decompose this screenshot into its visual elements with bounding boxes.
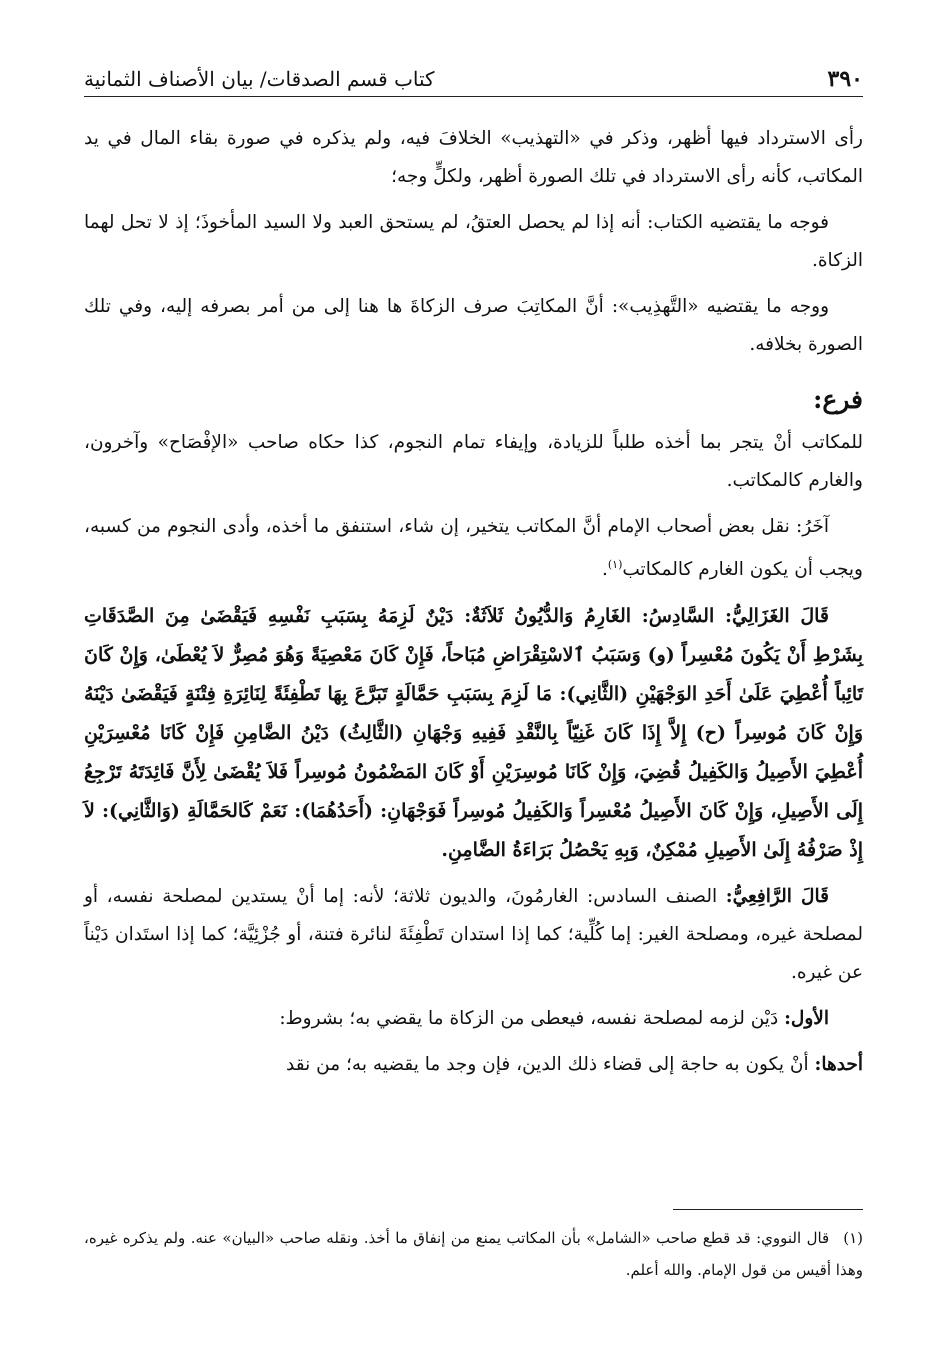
branch-paragraph-2: آخَرُ: نقل بعض أصحاب الإمام أنَّ المكاتب يتخير، إن شاء، استنفق ما أخذه، وأدى النجوم من كسبه، ويجب أن يكون الغارم كالمكاتب$^{(١)}$.	[84, 516, 863, 581]
rafii-text: الصنف السادس: الغارمُونَ، والديون ثلاثة؛ لأنه: إما أنْ يستدين لمصلحة نفسه، أو لمصلحة غيره، ومصلحة الغير: إما كُلِّية؛ كما إذا استدان تَطْفِئَةَ لنائرة فتنة، أو جُزْئِيَّة؛ كما إذا استَدان دَيْناً عن غيره.	[84, 886, 863, 984]
page-header	[84, 62, 863, 97]
first-lead: الأول:	[784, 1008, 829, 1030]
running-title: كتاب قسم الصدقات/ بيان الأصناف الثمانية	[84, 67, 435, 91]
paragraph-3: ووجه ما يقتضيه «التَّهذِيب»: أنَّ المكاتِبَ صرف الزكاةَ ها هنا إلى من أمر بصرفه إليه، وفي تلك الصورة بخلافه.	[84, 296, 863, 355]
branch-heading: فرع:	[813, 385, 863, 414]
footnote-text: قال النووي: قد قطع صاحب «الشامل» بأن المكاتب يمنع من إنفاق ما أخذ. ونقله صاحب «البيان» عنه. ولم يذكره غيره، وهذا أقيس من قول الإمام. والله أعلم.	[84, 1229, 863, 1279]
rafii-lead: قَالَ الرَّافِعِيُّ:	[725, 886, 829, 908]
branch-paragraph-1: للمكاتب أنْ يتجر بما أخذه طلباً للزيادة، وإيفاء تمام النجوم، كذا حكاه صاحب «الإفْصَاح» وآخرون، والغارم كالمكاتب.	[84, 432, 863, 491]
footnote-ref[interactable]: (١)	[607, 558, 623, 571]
branch-text: نقل بعض أصحاب الإمام أنَّ المكاتب يتخير، إن شاء، استنفق ما أخذه، وأدى النجوم من كسبه، ويجب أن يكون الغارم كالمكاتب	[84, 516, 863, 581]
page-number: ٣٩٠	[827, 66, 863, 92]
footnote-number: (١)	[843, 1229, 863, 1247]
branch-lead: آخَرُ:	[795, 516, 829, 537]
one-text: أنْ يكون به حاجة إلى قضاء ذلك الدين، فإن وجد ما يقضيه به؛ من نقد	[286, 1054, 809, 1076]
one-paragraph	[84, 1046, 863, 1084]
ghazali-paragraph	[84, 597, 863, 870]
ghazali-lead: قَالَ الغَزَالِيُّ:	[724, 605, 830, 628]
rafii-paragraph	[84, 878, 863, 992]
ghazali-text: السَّادِسُ: الغَارِمُ وَالدُّيُونُ ثَلاَثَةٌ: دَيْنٌ لَزِمَهُ بِسَبَبِ نَفْسِهِ فَيَقْضَىٰ مِنَ الصَّدَقَاتِ بِشَرْطِ أَنْ يَكُونَ مُعْسِراً (و) وَسَبَبُ ٱلاسْتِقْرَاضِ مُبَاحاً، فَإِنْ كَانَ مَعْصِيَةً وَهُوَ مُصِرٌّ لاَ يُعْطَىٰ، وَإِنْ كَانَ تَائِباً أُعْطِيَ عَلَىٰ أَحَدِ الوَجْهَيْنِ (الثَّانِي): مَا لَزِمَ بِسَبَبِ حَمَّالَةٍ تَبَرَّعَ بِهَا تَطْفِئَةً لِنَائِرَةِ فِتْنَةٍ فَيَقْضَىٰ دَيْنَهُ وَإِنْ كَانَ مُوسِراً (ح) إِلاَّ إِذَا كَانَ غَنِيّاً بِالنَّقْدِ فَفِيهِ وَجْهَانِ (الثَّالِثُ) دَيْنُ الضَّامِنِ فَإِنْ كَانَا مُعْسِرَيْنِ أُعْطِيَ الأَصِيلُ وَالكَفِيلُ قُضِيَ، وَإِنْ كَانَا مُوسِرَيْنِ أَوْ كَانَ المَضْمُونُ مُوسِراً فَلاَ يُقْضَىٰ لِأَنَّ فَائِدَتَهُ تَرْجِعُ إِلَى الأَصِيلِ، وَإِنْ كَانَ الأَصِيلُ مُعْسِراً وَالكَفِيلُ مُوسِراً فَوَجْهَانِ: (أَحَدُهُمَا): نَعَمْ كَالحَمَّالَةِ (وَالثَّانِي): لاَ إِذْ صَرْفُهُ إِلَىٰ الأَصِيلِ مُمْكِنٌ، وَبِهِ يَحْصُلُ بَرَاءَةُ الضَّامِنِ.	[84, 605, 863, 862]
first-text: دَيْن لزمه لمصلحة نفسه، فيعطى من الزكاة ما يقضي به؛ بشروط:	[279, 1008, 779, 1030]
paragraph-2: فوجه ما يقتضيه الكتاب: أنه إذا لم يحصل العتقُ، لم يستحق العبد ولا السيد المأخوذَ؛ إذ لا تحل لهما الزكاة.	[84, 212, 863, 271]
footnote-divider	[673, 1209, 863, 1210]
footnote	[84, 1222, 863, 1286]
first-paragraph	[84, 1000, 863, 1038]
paragraph-1: رأى الاسترداد فيها أظهر، وذكر في «التهذيب» الخلافَ فيه، ولم يذكره في صورة بقاء المال في يد المكاتب، كأنه رأى الاسترداد في تلك الصورة أظهر، ولكلٍّ وجه؛	[84, 128, 863, 187]
main-text	[84, 120, 863, 1092]
one-lead: أحدها:	[814, 1054, 863, 1076]
